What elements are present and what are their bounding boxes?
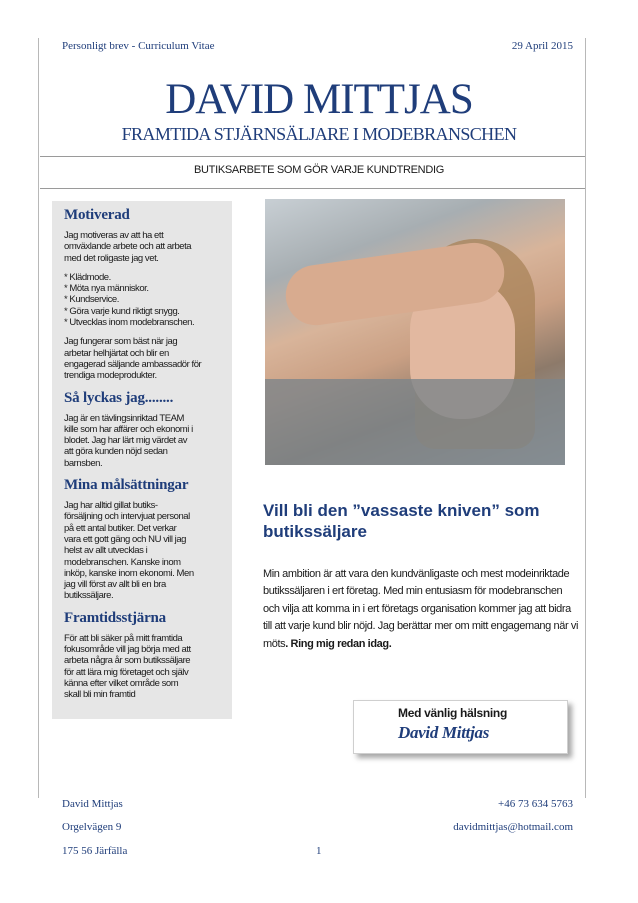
footer-phone: +46 73 634 5763 <box>498 798 573 810</box>
section-text: Jag är en tävlingsinriktad TEAM kille som har affärer och ekonomi i blodet. Jag har lärt mig värdet av att göra kunden nöjd sedan barnsben. <box>64 412 193 469</box>
section-heading: Framtidsstjärna <box>64 609 166 626</box>
applicant-subtitle: FRAMTIDA STJÄRNSÄLJARE I MODEBRANSCHEN <box>121 124 517 144</box>
page-border-right <box>585 38 586 798</box>
section-heading: Så lyckas jag........ <box>64 389 174 406</box>
footer-email: davidmittjas@hotmail.com <box>453 821 573 833</box>
main-body <box>263 566 581 653</box>
section-motiverad <box>64 207 222 382</box>
header-doc-type: Personligt brev - Curriculum Vitae <box>62 40 215 52</box>
section-framtidsstjarna <box>64 610 222 701</box>
page-border-left <box>38 38 39 798</box>
applicant-name: DAVID MITTJAS <box>165 76 473 123</box>
sidebar <box>52 201 232 719</box>
section-outro: Jag fungerar som bäst när jag arbetar helhjärtat och blir en engagerad säljande ambassadör för trendiga modeprodukter. <box>64 336 202 382</box>
section-heading: Mina målsättningar <box>64 477 189 494</box>
signature-greeting: Med vänlig hälsning <box>398 706 507 720</box>
main-body-text: Min ambition är att vara den kundvänligaste och mest modeinriktade butikssäljaren i ert företag. Med min entusiasm för modebranschen och vilja att komma in i ert företags organisation kommer jag att bidra till att varje kund blir nöjd. Jag berättar mer om mitt engagemang när vi möts <box>263 568 579 650</box>
call-to-action: . Ring mig redan idag. <box>285 637 392 650</box>
signature-name: David Mittjas <box>398 723 490 742</box>
divider-top <box>40 156 585 157</box>
footer-name: David Mittjas <box>62 798 123 810</box>
footer-city: 175 56 Järfälla <box>62 845 128 857</box>
section-heading: Motiverad <box>64 207 130 223</box>
photo-shirt-shape <box>265 379 565 465</box>
footer-street: Orgelvägen 9 <box>62 821 122 833</box>
section-text: Jag har alltid gillat butiks- försäljning och intervjuat personal på ett antal butiker. Det verkar vara ett gott gäng och NU vill jag helst av allt utvecklas i modebranschen. Kanske inom inköp, kanske inom ekonomi. Men jag vill först av allt bli en bra butikssäljare. <box>64 500 194 602</box>
section-malsattningar <box>64 477 222 602</box>
header-date: 29 April 2015 <box>511 40 573 52</box>
section-text: För att bli säker på mitt framtida fokusområde vill jag börja med att arbeta några år som butikssäljare för att lära mig företaget och själv känna efter vilket område som skall bli min framtid <box>64 632 191 701</box>
page-number: 1 <box>316 845 322 857</box>
section-lyckas <box>64 390 222 469</box>
signature-box <box>353 700 568 754</box>
main-headline: Vill bli den ”vassaste kniven” som butikssäljare <box>263 501 540 541</box>
section-intro: Jag motiveras av att ha ett omväxlande arbete och att arbeta med det roligaste jag vet. <box>64 230 192 264</box>
profile-photo <box>265 199 565 465</box>
motivation-list: * Klädmode. * Möta nya människor. * Kundservice. * Göra varje kund riktigt snygg. * Utvecklas inom modebranschen. <box>64 271 195 329</box>
tagline: BUTIKSARBETE SOM GÖR VARJE KUNDTRENDIG <box>194 164 444 176</box>
divider-bottom <box>40 188 585 189</box>
